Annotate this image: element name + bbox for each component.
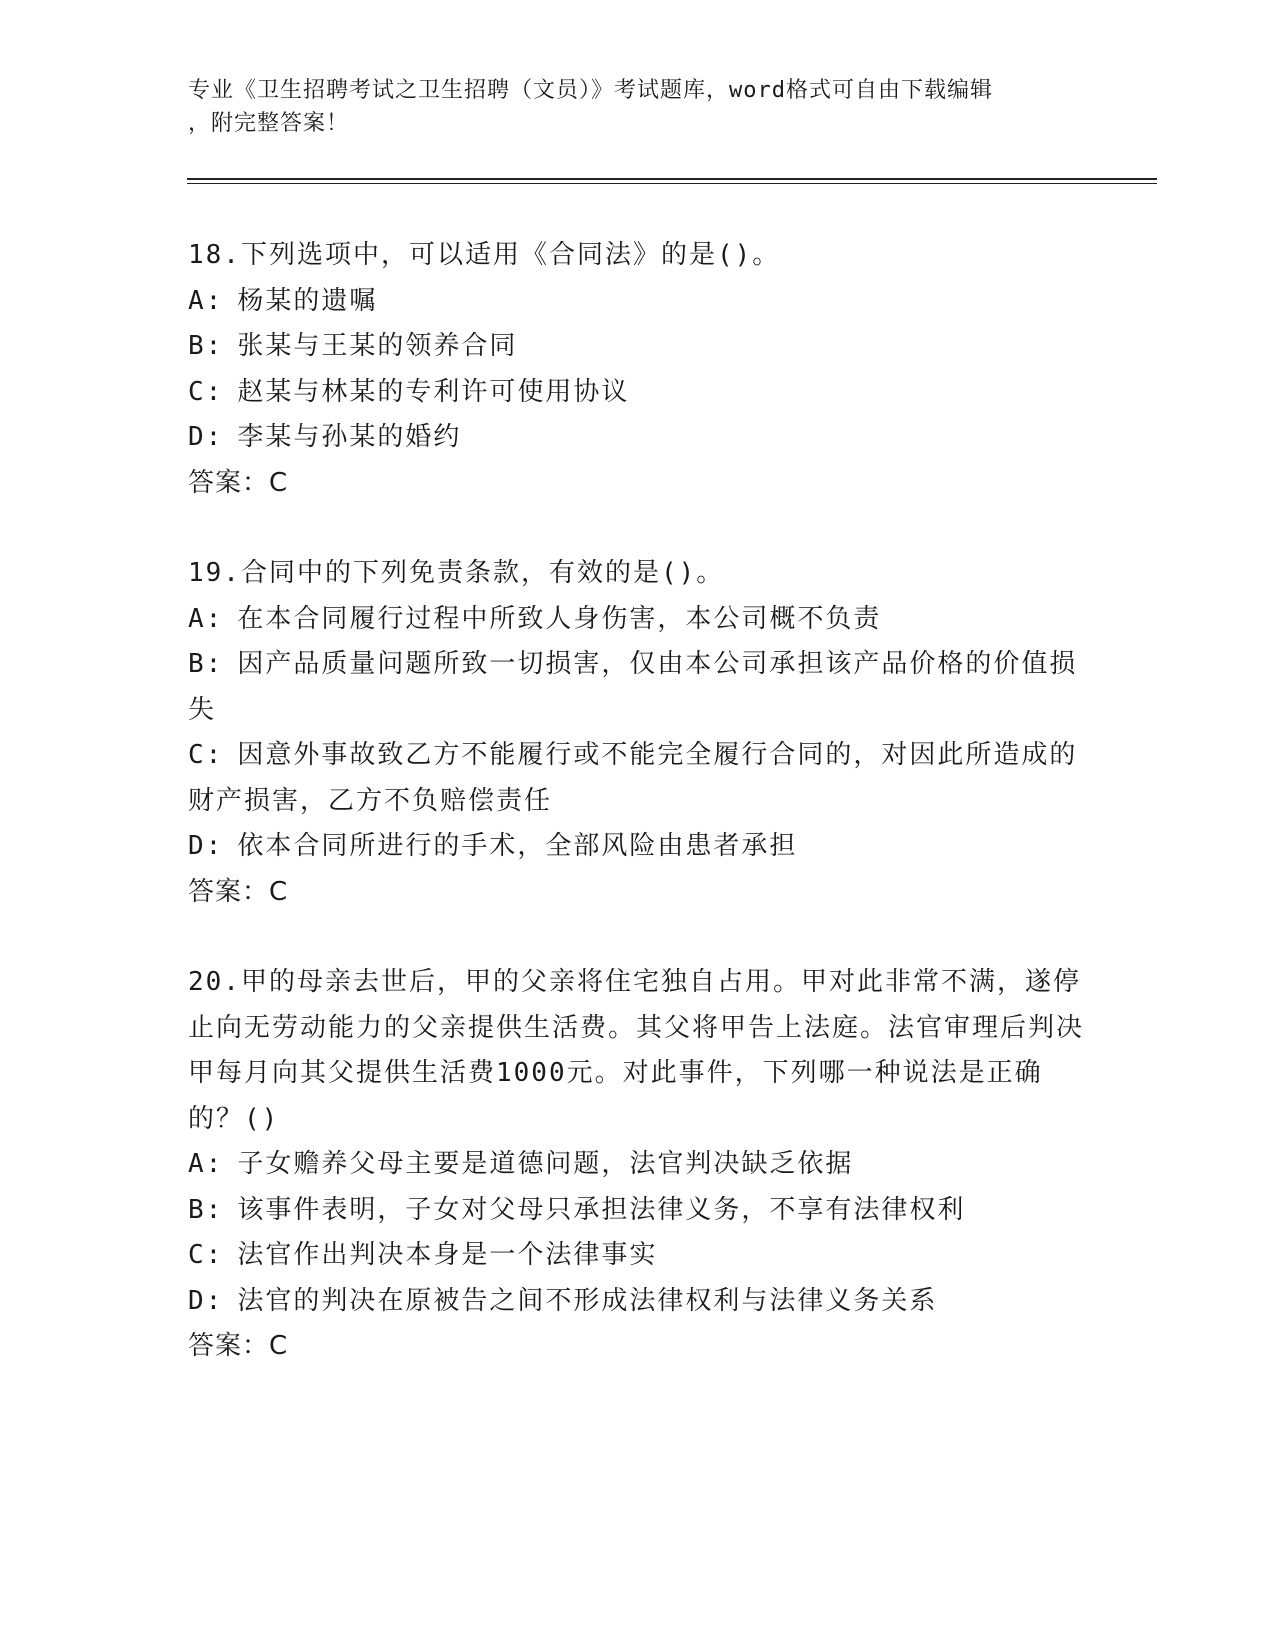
answer-line: 答案：C bbox=[188, 467, 289, 498]
option-a bbox=[188, 597, 1088, 643]
answer-line: 答案：C bbox=[188, 876, 289, 907]
option-b bbox=[188, 324, 1088, 370]
question-stem: 18.下列选项中，可以适用《合同法》的是()。 bbox=[188, 240, 781, 270]
option-text: 该事件表明，子女对父母只承担法律义务，不享有法律权利 bbox=[237, 1194, 966, 1225]
option-d bbox=[188, 415, 1088, 461]
question-20 bbox=[188, 960, 1088, 1370]
header-divider-thin bbox=[187, 183, 1157, 184]
option-a bbox=[188, 1142, 1088, 1188]
option-c bbox=[188, 370, 1088, 416]
option-label: C: bbox=[188, 376, 224, 407]
answer-line: 答案：C bbox=[188, 1331, 289, 1361]
option-label: D: bbox=[188, 831, 224, 861]
option-text: 因产品质量问题所致一切损害，仅由本公司承担该产品价格的价值损失 bbox=[188, 649, 1078, 725]
option-label: D: bbox=[188, 422, 224, 452]
option-label: B: bbox=[188, 649, 224, 679]
option-d bbox=[188, 824, 1088, 870]
option-label: A: bbox=[188, 1149, 224, 1179]
option-label: B: bbox=[188, 1194, 224, 1225]
option-text: 法官作出判决本身是一个法律事实 bbox=[237, 1240, 658, 1270]
option-label: B: bbox=[188, 331, 224, 361]
option-text: 法官的判决在原被告之间不形成法律权利与法律义务关系 bbox=[237, 1285, 938, 1316]
header-title-line-1: 专业《卫生招聘考试之卫生招聘（文员）》考试题库，word格式可自由下载编辑 bbox=[188, 78, 993, 103]
option-label: A: bbox=[188, 285, 224, 316]
option-b bbox=[188, 1188, 1088, 1234]
option-c bbox=[188, 1233, 1088, 1279]
option-label: C: bbox=[188, 740, 224, 770]
option-c bbox=[188, 733, 1088, 824]
option-b bbox=[188, 642, 1088, 733]
option-label: A: bbox=[188, 603, 224, 634]
header-title-line-2: ，附完整答案！ bbox=[188, 111, 350, 136]
question-18 bbox=[188, 233, 1088, 506]
question-list bbox=[188, 233, 1088, 1415]
header-divider-thick bbox=[187, 178, 1157, 180]
option-label: C: bbox=[188, 1240, 224, 1270]
question-stem: 19.合同中的下列免责条款，有效的是()。 bbox=[188, 558, 725, 588]
option-text: 赵某与林某的专利许可使用协议 bbox=[237, 376, 630, 407]
option-text: 因意外事故致乙方不能履行或不能完全履行合同的，对因此所造成的财产损害，乙方不负赔偿责任 bbox=[188, 740, 1078, 816]
option-a bbox=[188, 279, 1088, 325]
option-text: 依本合同所进行的手术，全部风险由患者承担 bbox=[237, 831, 798, 861]
option-d bbox=[188, 1279, 1088, 1325]
option-text: 子女赡养父母主要是道德问题，法官判决缺乏依据 bbox=[237, 1149, 854, 1179]
document-header bbox=[188, 74, 1068, 140]
option-text: 张某与王某的领养合同 bbox=[237, 331, 518, 361]
question-stem: 20.甲的母亲去世后，甲的父亲将住宅独自占用。甲对此非常不满，遂停止向无劳动能力的父亲提供生活费。其父将甲告上法庭。法官审理后判决甲每月向其父提供生活费1000元。对此事件，下列哪一种说法是正确的？() bbox=[188, 967, 1085, 1134]
option-text: 李某与孙某的婚约 bbox=[237, 422, 462, 452]
question-19 bbox=[188, 551, 1088, 915]
option-text: 杨某的遗嘱 bbox=[237, 285, 378, 316]
option-text: 在本合同履行过程中所致人身伤害，本公司概不负责 bbox=[237, 603, 882, 634]
option-label: D: bbox=[188, 1285, 224, 1316]
